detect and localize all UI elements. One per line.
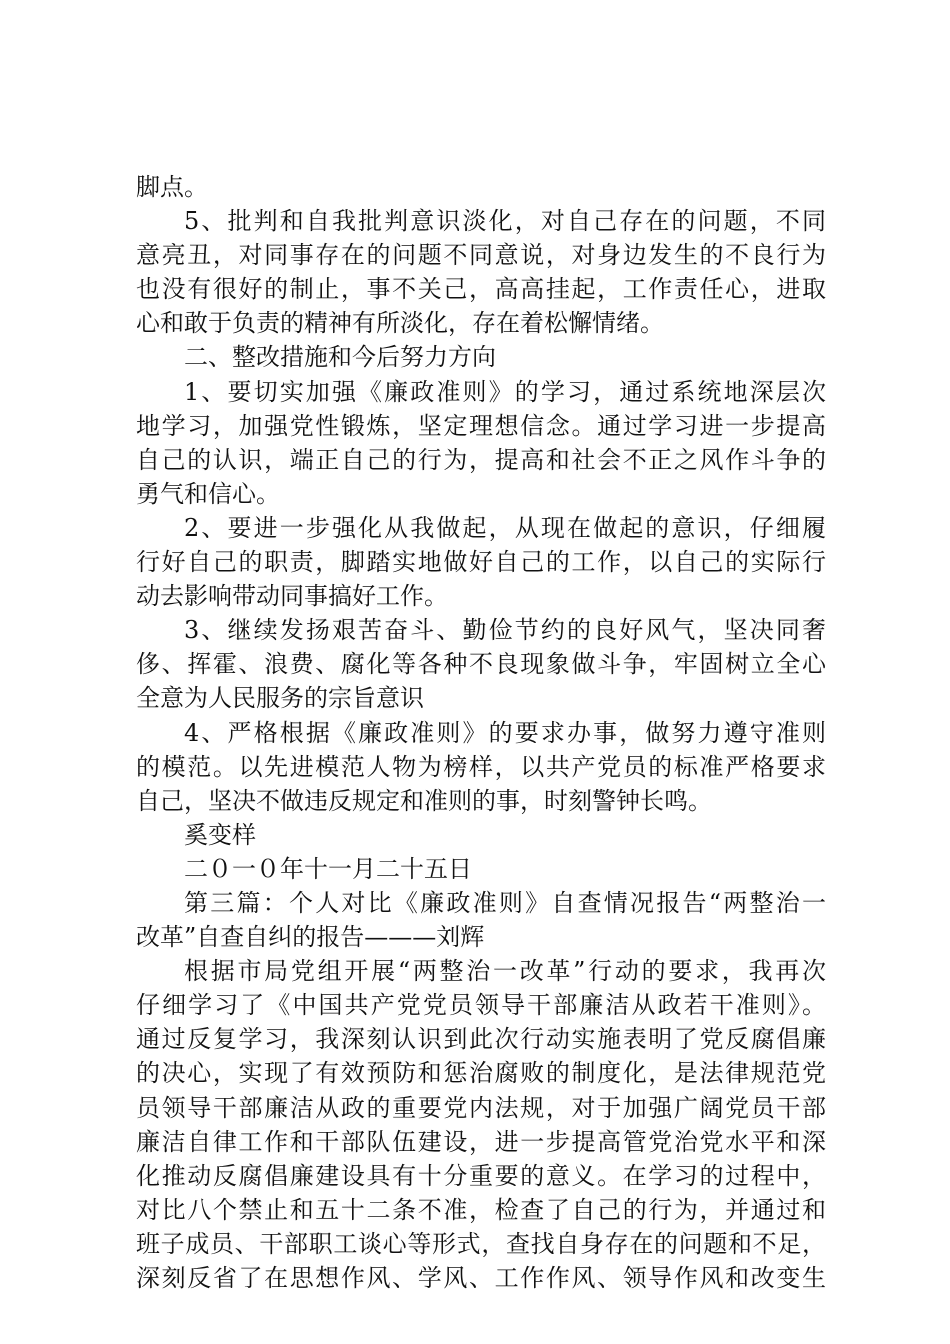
paragraph-start-line: 4、严格根据《廉政准则》的要求办事，做努力遵守准则 — [184, 718, 826, 747]
text-line: 化推动反腐倡廉建设具有十分重要的意义。在学习的过程中， — [136, 1161, 826, 1190]
text-line: 的决心，实现了有效预防和惩治腐败的制度化，是法律规范党 — [136, 1059, 826, 1088]
text-line: 也没有很好的制止，事不关己，高高挂起，工作责任心，进取 — [136, 275, 826, 304]
paragraph-start-line: 5、批判和自我批判意识淡化，对自己存在的问题，不同 — [184, 207, 826, 236]
text-line: 员领导干部廉洁从政的重要党内法规，对于加强广阔党员干部 — [136, 1093, 826, 1122]
text-line: 侈、挥霍、浪费、腐化等各种不良现象做斗争，牢固树立全心 — [136, 650, 826, 679]
text-line: 深刻反省了在思想作风、学风、工作作风、领导作风和改变生 — [136, 1264, 826, 1292]
chapter-title-line: 第三篇：个人对比《廉政准则》自查情况报告“两整治一 — [184, 888, 826, 917]
text-line: 勇气和信心。 — [136, 479, 280, 508]
text-line: 动去影响带动同事搞好工作。 — [136, 582, 448, 611]
text-line: 自己，坚决不做违反规定和准则的事，时刻警钟长鸣。 — [136, 786, 712, 815]
text-line: 全意为人民服务的宗旨意识 — [136, 684, 424, 713]
text-line: 廉洁自律工作和干部队伍建设，进一步提高管党治党水平和深 — [136, 1127, 826, 1156]
paragraph-start-line: 3、继续发扬艰苦奋斗、勤俭节约的良好风气，坚决同奢 — [184, 616, 826, 645]
text-line: 地学习，加强党性锻炼，坚定理想信念。通过学习进一步提高 — [136, 411, 826, 440]
document-body — [136, 170, 826, 1295]
text-line: 行好自己的职责，脚踏实地做好自己的工作，以自己的实际行 — [136, 548, 826, 577]
text-line: 的模范。以先进模范人物为榜样，以共产党员的标准严格要求 — [136, 752, 826, 781]
chapter-title-line: 改革”自查自纠的报告———刘辉 — [136, 923, 485, 952]
text-line: 自己的认识，端正自己的行为，提高和社会不正之风作斗争的 — [136, 445, 826, 474]
signature-name: 奚变样 — [184, 820, 256, 849]
text-line: 意亮丑，对同事存在的问题不同意说，对身边发生的不良行为 — [136, 241, 826, 270]
paragraph-start-line: 根据市局党组开展“两整治一改革”行动的要求，我再次 — [184, 957, 826, 986]
signature-date: 二０一０年十一月二十五日 — [184, 854, 472, 883]
text-line: 脚点。 — [136, 173, 208, 201]
paragraph-start-line: 1、要切实加强《廉政准则》的学习，通过系统地深层次 — [184, 377, 826, 406]
text-line: 仔细学习了《中国共产党党员领导干部廉洁从政若干准则》。 — [136, 991, 826, 1020]
text-line: 心和敢于负责的精神有所淡化，存在着松懈情绪。 — [136, 309, 664, 338]
paragraph-start-line: 2、要进一步强化从我做起，从现在做起的意识，仔细履 — [184, 513, 826, 542]
text-line: 通过反复学习，我深刻认识到此次行动实施表明了党反腐倡廉 — [136, 1025, 826, 1054]
text-line: 班子成员、干部职工谈心等形式，查找自身存在的问题和不足， — [136, 1229, 826, 1258]
text-line: 对比八个禁止和五十二条不准，检查了自己的行为，并通过和 — [136, 1195, 826, 1224]
section-heading: 二、整改措施和今后努力方向 — [184, 343, 496, 372]
